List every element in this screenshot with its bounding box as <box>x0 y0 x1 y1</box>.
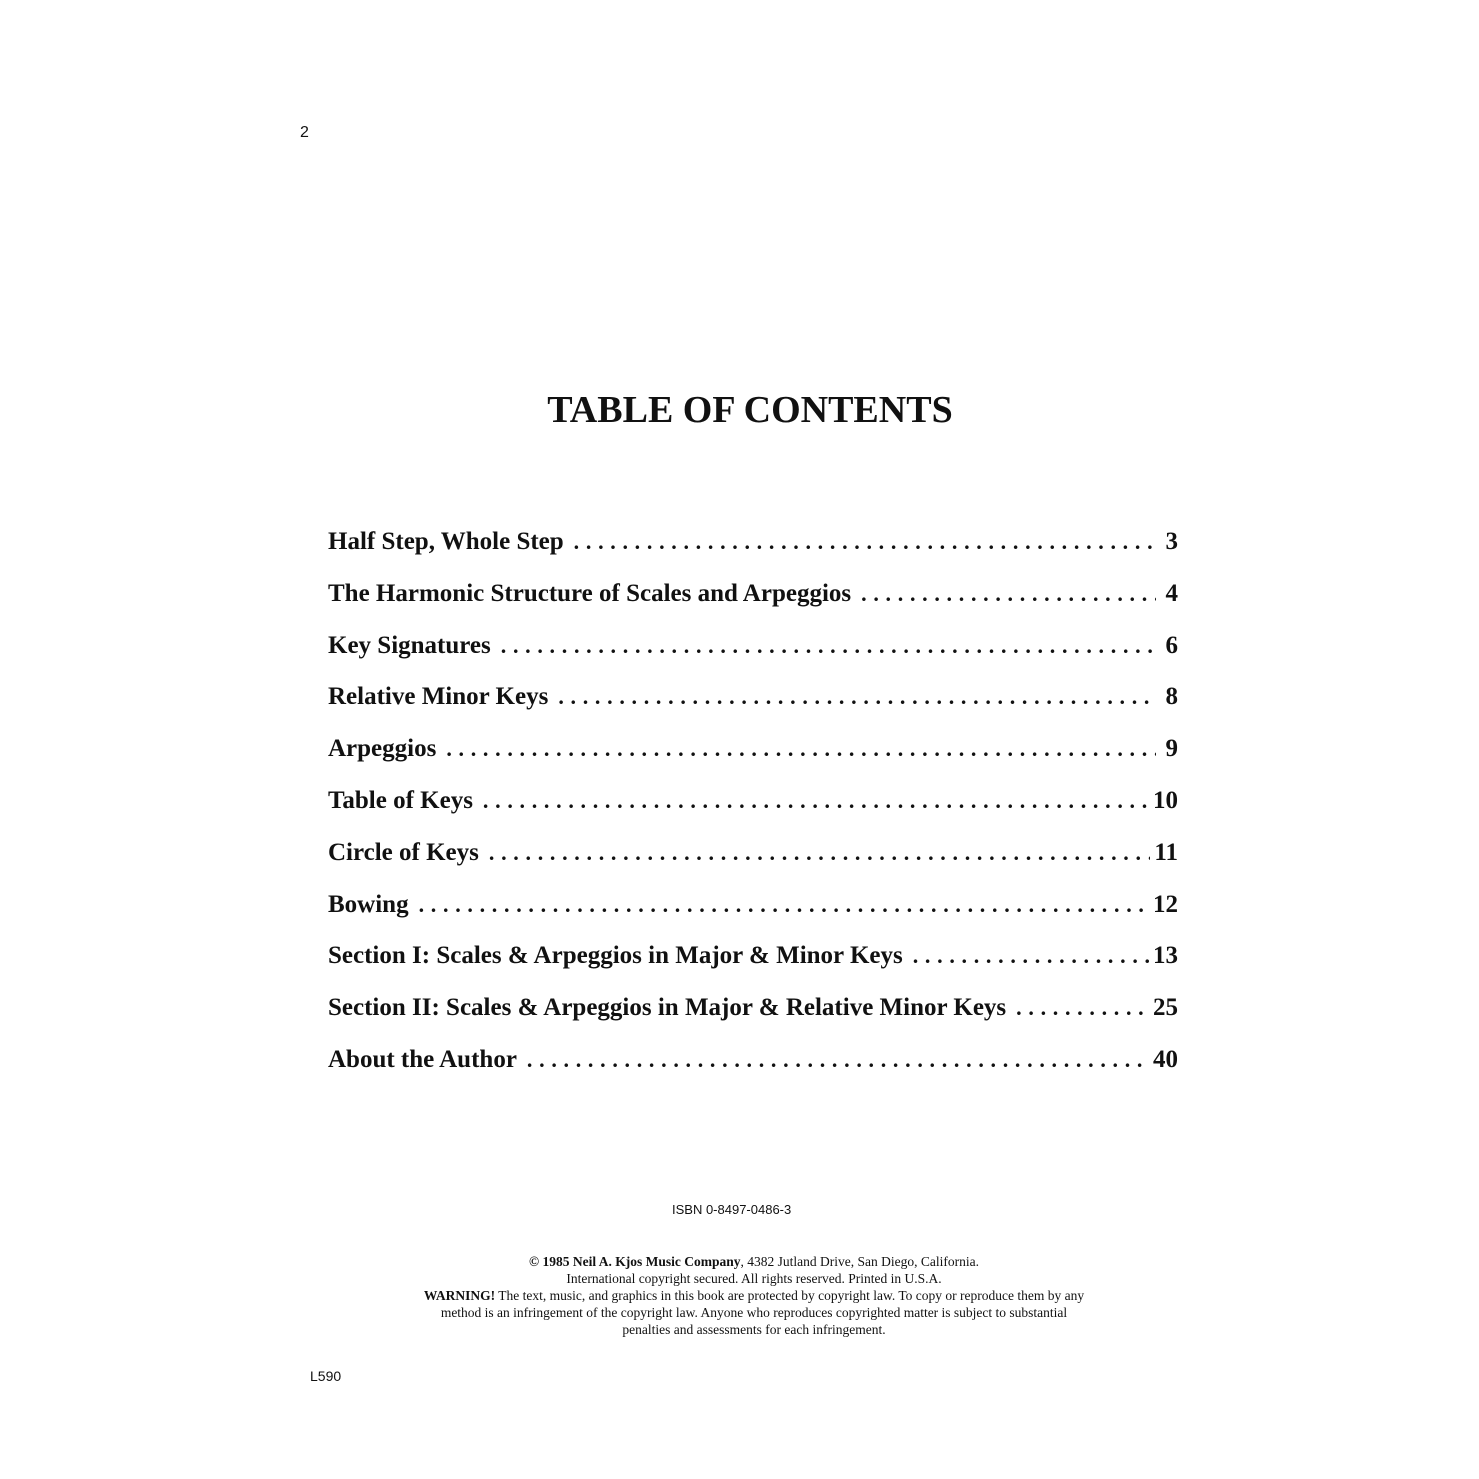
toc-entry-title: The Harmonic Structure of Scales and Arpeggios <box>328 579 852 607</box>
toc-entry-title: Half Step, Whole Step <box>328 528 564 555</box>
toc-entry-page: 13 <box>1153 942 1178 970</box>
dot-leader <box>558 684 1156 710</box>
toc-entry-title: Key Signatures <box>328 631 491 659</box>
dot-leader <box>489 840 1150 866</box>
dot-leader <box>446 736 1156 762</box>
copyright-line-2: International copyright secured. All rights reserved. Printed in U.S.A. <box>566 1271 942 1286</box>
toc-entry-page: 11 <box>1154 838 1178 866</box>
toc-entry-page: 3 <box>1165 528 1178 555</box>
toc-entry-title: Circle of Keys <box>328 838 479 866</box>
toc-entry-title: Section II: Scales & Arpeggios in Major & Relative Minor Keys <box>328 994 1007 1022</box>
warning-label: WARNING! <box>423 1288 496 1303</box>
toc-entry-page: 4 <box>1165 579 1178 607</box>
toc-entry <box>328 839 1178 891</box>
dot-leader <box>913 943 1149 969</box>
toc-entry-page: 8 <box>1165 683 1178 711</box>
isbn: ISBN 0-8497-0486-3 <box>672 1202 792 1217</box>
toc-entry <box>328 735 1178 787</box>
toc-list <box>328 528 1178 1098</box>
copyright-line-1 <box>330 1253 1178 1270</box>
toc-entry-title: Relative Minor Keys <box>328 683 549 711</box>
publisher-name: Neil A. Kjos Music Company <box>572 1254 741 1269</box>
toc-entry-page: 40 <box>1153 1045 1178 1073</box>
toc-entry <box>328 787 1178 839</box>
toc-entry <box>328 632 1178 684</box>
toc-entry <box>328 994 1178 1046</box>
publisher-address: , 4382 Jutland Drive, San Diego, California. <box>740 1254 979 1269</box>
catalog-number: L590 <box>310 1368 342 1384</box>
toc-entry <box>328 942 1178 994</box>
toc-entry-page: 10 <box>1153 786 1178 814</box>
dot-leader <box>1016 995 1149 1021</box>
toc-entry <box>328 1046 1178 1098</box>
dot-leader <box>419 892 1149 918</box>
copyright-notice <box>330 1253 1178 1338</box>
copyright-year: © 1985 <box>529 1254 570 1269</box>
warning-text: The text, music, and graphics in this book are protected by copyright law. To copy or reproduce them by any <box>495 1288 1085 1303</box>
toc-entry-title: Arpeggios <box>328 735 437 763</box>
toc-entry-page: 12 <box>1153 890 1178 918</box>
dot-leader <box>861 581 1156 607</box>
dot-leader <box>574 529 1156 555</box>
toc-entry <box>328 891 1178 943</box>
dot-leader <box>483 788 1149 814</box>
toc-entry-title: About the Author <box>328 1045 517 1073</box>
toc-entry-title: Bowing <box>328 890 409 918</box>
toc-entry-title: Section I: Scales & Arpeggios in Major & Minor Keys <box>328 942 903 970</box>
dot-leader <box>527 1047 1149 1073</box>
toc-entry-page: 25 <box>1153 994 1178 1022</box>
page-title: TABLE OF CONTENTS <box>547 389 953 431</box>
toc-entry <box>328 580 1178 632</box>
toc-entry-title: Table of Keys <box>328 786 473 814</box>
toc-entry-page: 9 <box>1165 735 1178 763</box>
warning-line-2: method is an infringement of the copyright law. Anyone who reproduces copyrighted matter is subject to substantial <box>440 1305 1068 1320</box>
page-number: 2 <box>300 124 309 141</box>
dot-leader <box>501 633 1156 659</box>
warning-line-3: penalties and assessments for each infringement. <box>622 1322 886 1337</box>
warning-line-1 <box>330 1287 1178 1304</box>
toc-entry-page: 6 <box>1165 631 1178 659</box>
toc-entry <box>328 683 1178 735</box>
toc-entry <box>328 528 1178 580</box>
